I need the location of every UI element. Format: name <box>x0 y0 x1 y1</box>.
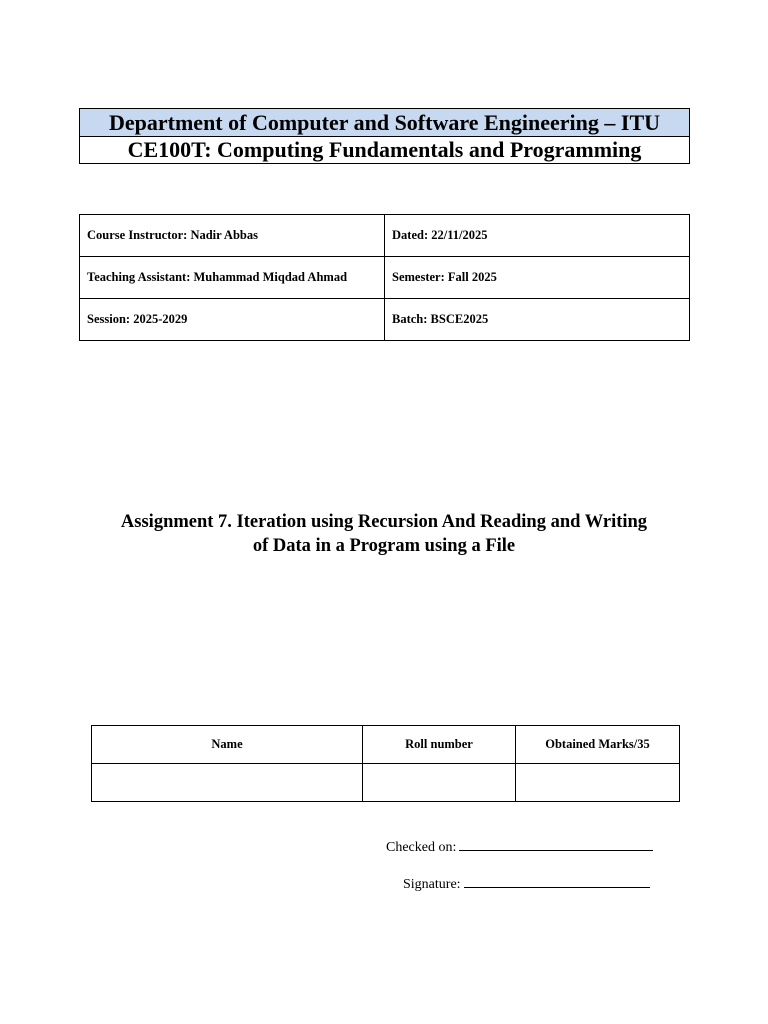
obtained-marks-field[interactable] <box>516 764 680 802</box>
marks-header-row <box>92 726 680 764</box>
dated-cell: Dated: 22/11/2025 <box>385 215 690 257</box>
instructor-cell: Course Instructor: Nadir Abbas <box>80 215 385 257</box>
course-title: CE100T: Computing Fundamentals and Programming <box>80 137 690 164</box>
name-field[interactable] <box>92 764 363 802</box>
roll-number-field[interactable] <box>363 764 516 802</box>
student-marks-table <box>91 725 680 802</box>
checked-on-label: Checked on: <box>386 840 457 855</box>
semester-cell: Semester: Fall 2025 <box>385 257 690 299</box>
department-title: Department of Computer and Software Engineering – ITU <box>80 109 690 137</box>
info-row <box>80 215 690 257</box>
name-header: Name <box>92 726 363 764</box>
roll-number-header: Roll number <box>363 726 516 764</box>
assignment-title-line2: of Data in a Program using a File <box>252 536 516 556</box>
batch-cell: Batch: BSCE2025 <box>385 299 690 341</box>
checked-on-line <box>386 838 653 856</box>
assignment-title-line1: Assignment 7. Iteration using Recursion And Reading and Writing <box>120 512 648 532</box>
signature-line <box>403 875 650 893</box>
session-cell: Session: 2025-2029 <box>80 299 385 341</box>
teaching-assistant-cell: Teaching Assistant: Muhammad Miqdad Ahmad <box>80 257 385 299</box>
info-row <box>80 257 690 299</box>
course-info-table <box>79 214 690 341</box>
signature-label: Signature: <box>403 877 461 892</box>
signature-blank[interactable] <box>464 875 650 888</box>
checked-on-blank[interactable] <box>459 838 653 851</box>
header-table <box>79 108 690 164</box>
assignment-title <box>60 510 708 558</box>
info-row <box>80 299 690 341</box>
obtained-marks-header: Obtained Marks/35 <box>516 726 680 764</box>
marks-entry-row <box>92 764 680 802</box>
